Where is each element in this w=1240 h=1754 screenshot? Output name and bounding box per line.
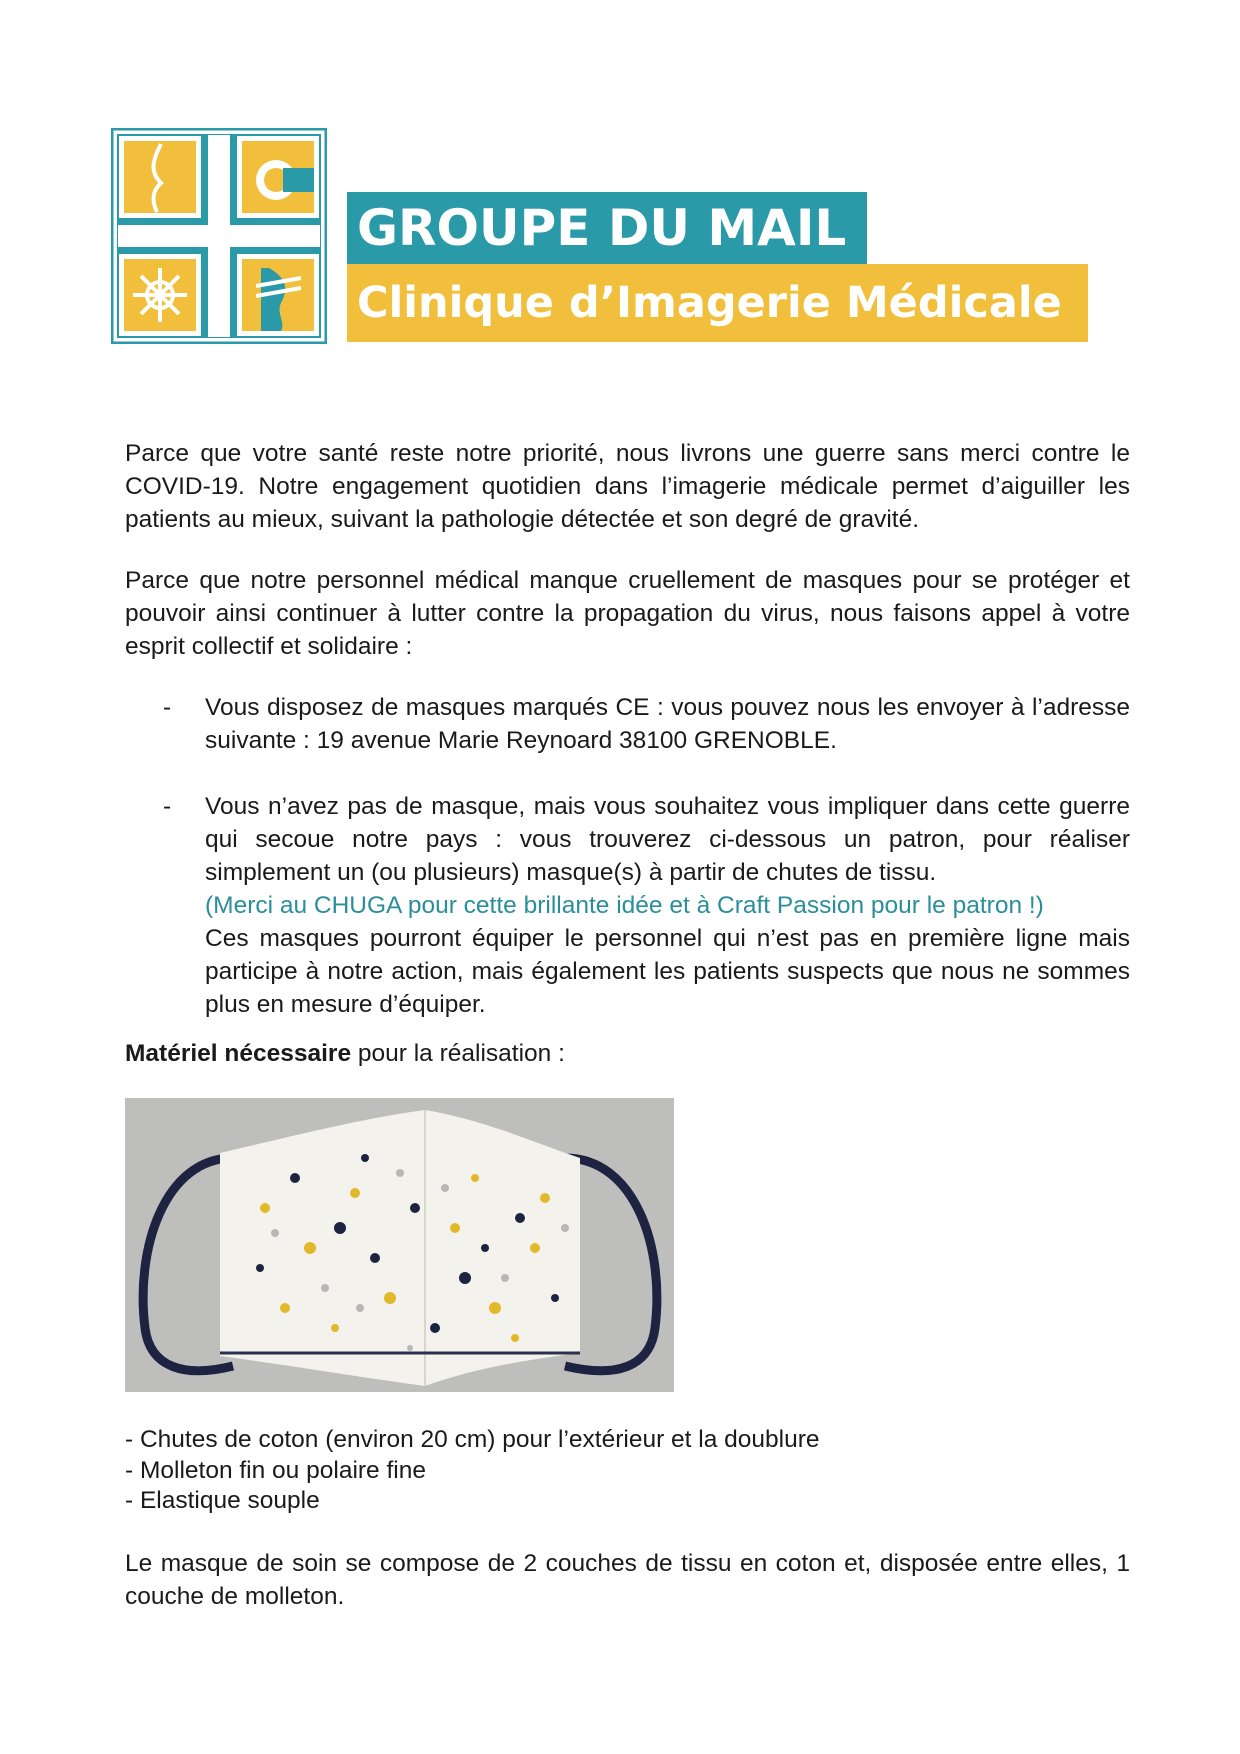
materials-heading-bold: Matériel nécessaire xyxy=(125,1040,352,1067)
header-subtitle: Clinique d’Imagerie Médicale xyxy=(347,264,1088,342)
bullet-dash: - xyxy=(163,694,172,721)
bullet-item-1 xyxy=(125,691,1130,757)
bullet-dash: - xyxy=(163,793,172,820)
list-item: - Chutes de coton (environ 20 cm) pour l’extérieur et la doublure xyxy=(125,1426,820,1453)
intro-paragraph-1: Parce que votre santé reste notre priorité, nous livrons une guerre sans merci contre le COVID-19. Notre engagement quotidien dans l’imagerie médicale permet d’aiguiller les patients au mieux, suivant la pathologie détectée et son degré de gravité. xyxy=(125,440,1130,533)
materials-list xyxy=(125,1425,820,1517)
intro-paragraph-2: Parce que notre personnel médical manque cruellement de masques pour se protéger et pouvoir ainsi continuer à lutter contre la propagation du virus, nous faisons appel à votre esprit collectif et solidaire : xyxy=(125,567,1130,660)
header-title: GROUPE DU MAIL xyxy=(347,192,867,264)
fabric-mask-photo xyxy=(125,1098,674,1392)
clinic-logo-mark xyxy=(111,128,327,344)
bullet-text-block xyxy=(205,790,1130,1021)
bullet-text-a: Vous n’avez pas de masque, mais vous souhaitez vous impliquer dans cette guerre qui secoue notre pays : vous trouverez ci-dessous un patron, pour réaliser simplement un (ou plusieurs) masque(s) à partir de chutes de tissu. xyxy=(205,793,1130,886)
materials-heading xyxy=(125,1037,565,1070)
acknowledgement-note: (Merci au CHUGA pour cette brillante idée et à Craft Passion pour le patron !) xyxy=(205,892,1044,919)
materials-heading-rest: pour la réalisation : xyxy=(351,1040,565,1067)
closing-paragraph: Le masque de soin se compose de 2 couches de tissu en coton et, disposée entre elles, 1 couche de molleton. xyxy=(125,1550,1130,1610)
bullet-text-b: Ces masques pourront équiper le personnel qui n’est pas en première ligne mais participe à notre action, mais également les patients suspects que nous ne sommes plus en mesure d’équiper. xyxy=(205,925,1130,1018)
list-item: - Elastique souple xyxy=(125,1487,320,1514)
bullet-item-2 xyxy=(125,790,1130,1021)
bullet-text: Vous disposez de masques marqués CE : vous pouvez nous les envoyer à l’adresse suivante : 19 avenue Marie Reynoard 38100 GRENOBLE. xyxy=(205,694,1130,754)
list-item: - Molleton fin ou polaire fine xyxy=(125,1456,426,1484)
